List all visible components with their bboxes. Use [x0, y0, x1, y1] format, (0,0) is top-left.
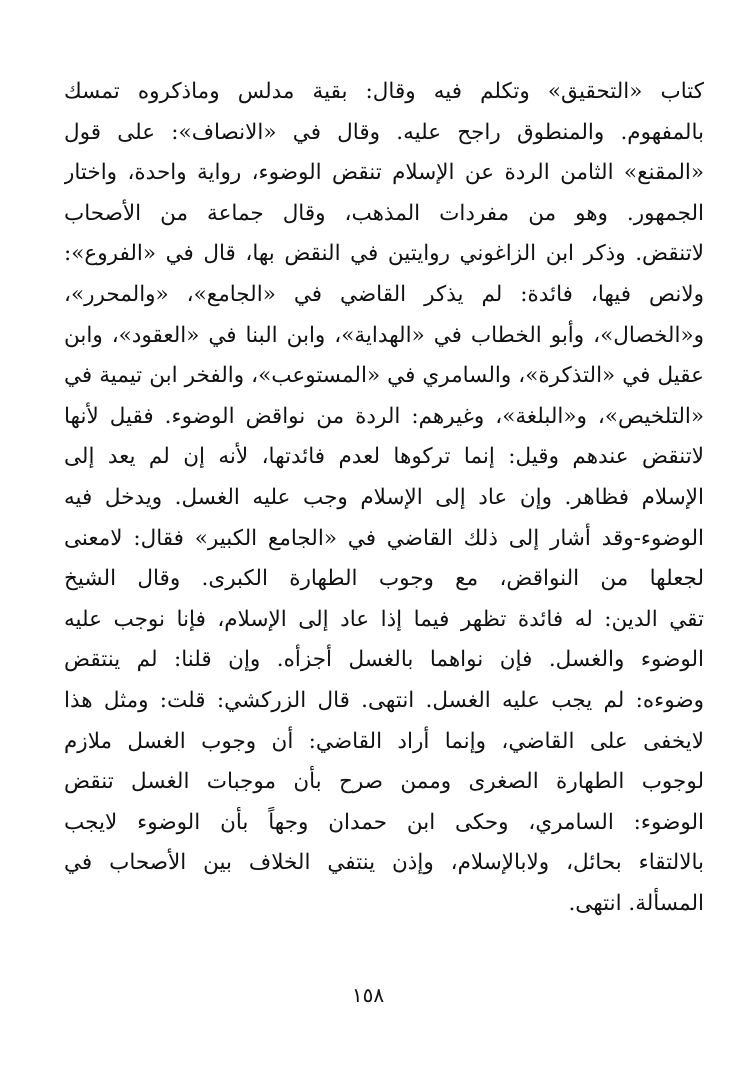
text-line: ولانص فيها، فائدة: لم يذكر القاضي في «الجامع»، «والمحرر»، [64, 281, 704, 307]
text-line-last: المسألة. انتهى. [568, 890, 704, 916]
text-line: الوضوء: السامري، وحكى ابن حمدان وجهاً بأن الوضوء لايجب [64, 809, 704, 835]
text-line: الوضوء والغسل. فإن نواهما بالغسل أجزأه. وإن قلنا: لم ينتقض [64, 647, 704, 673]
text-line: الجمهور. وهو من مفردات المذهب، وقال جماعة من الأصحاب [64, 200, 704, 226]
text-line: بالالتقاء بحائل، ولابالإسلام، وإذن ينتفي الخلاف بين الأصحاب في [64, 850, 704, 876]
text-line: تقي الدين: له فائدة تظهر فيما إذا عاد إلى الإسلام، فإنا نوجب عليه [64, 606, 704, 632]
text-line: لجعلها من النواقض، مع وجوب الطهارة الكبرى. وقال الشيخ [64, 566, 704, 592]
text-line: عقيل في «التذكرة»، والسامري في «المستوعب»، والفخر ابن تيمية في [64, 363, 704, 389]
text-line: «التلخيص»، و«البلغة»، وغيرهم: الردة من نواقض الوضوء. فقيل لأنها [64, 403, 704, 429]
text-line: «المقنع» الثامن الردة عن الإسلام تنقض الوضوء، رواية واحدة، واختار [64, 160, 704, 186]
text-line: كتاب «التحقيق» وتكلم فيه وقال: بقية مدلس وماذكروه تمسك [64, 79, 704, 104]
text-line: وضوءه: لم يجب عليه الغسل. انتهى. قال الزركشي: قلت: ومثل هذا [64, 687, 704, 713]
body-text [64, 72, 704, 924]
text-line: و«الخصال»، وأبو الخطاب في «الهداية»، وابن البنا في «العقود»، وابن [64, 322, 704, 348]
page-number: ١٥٨ [351, 983, 385, 1007]
text-line: الإسلام فظاهر. وإن عاد إلى الإسلام وجب عليه الغسل. ويدخل فيه [64, 484, 704, 510]
text-line: لاتنقض عندهم وقيل: إنما تركوها لعدم فائدتها، لأنه إن لم يعد إلى [64, 444, 704, 470]
text-line: لايخفى على القاضي، وإنما أراد القاضي: أن وجوب الغسل ملازم [64, 728, 704, 754]
text-line: لاتنقض. وذكر ابن الزاغوني روايتين في النقض بها، قال في «الفروع»: [64, 241, 704, 267]
text-line: الوضوء-وقد أشار إلى ذلك القاضي في «الجامع الكبير» فقال: لامعنى [64, 525, 704, 551]
text-line: بالمفهوم. والمنطوق راجح عليه. وقال في «الانصاف»: على قول [64, 119, 704, 145]
text-line: لوجوب الطهارة الصغرى وممن صرح بأن موجبات الغسل تنقض [64, 769, 704, 795]
